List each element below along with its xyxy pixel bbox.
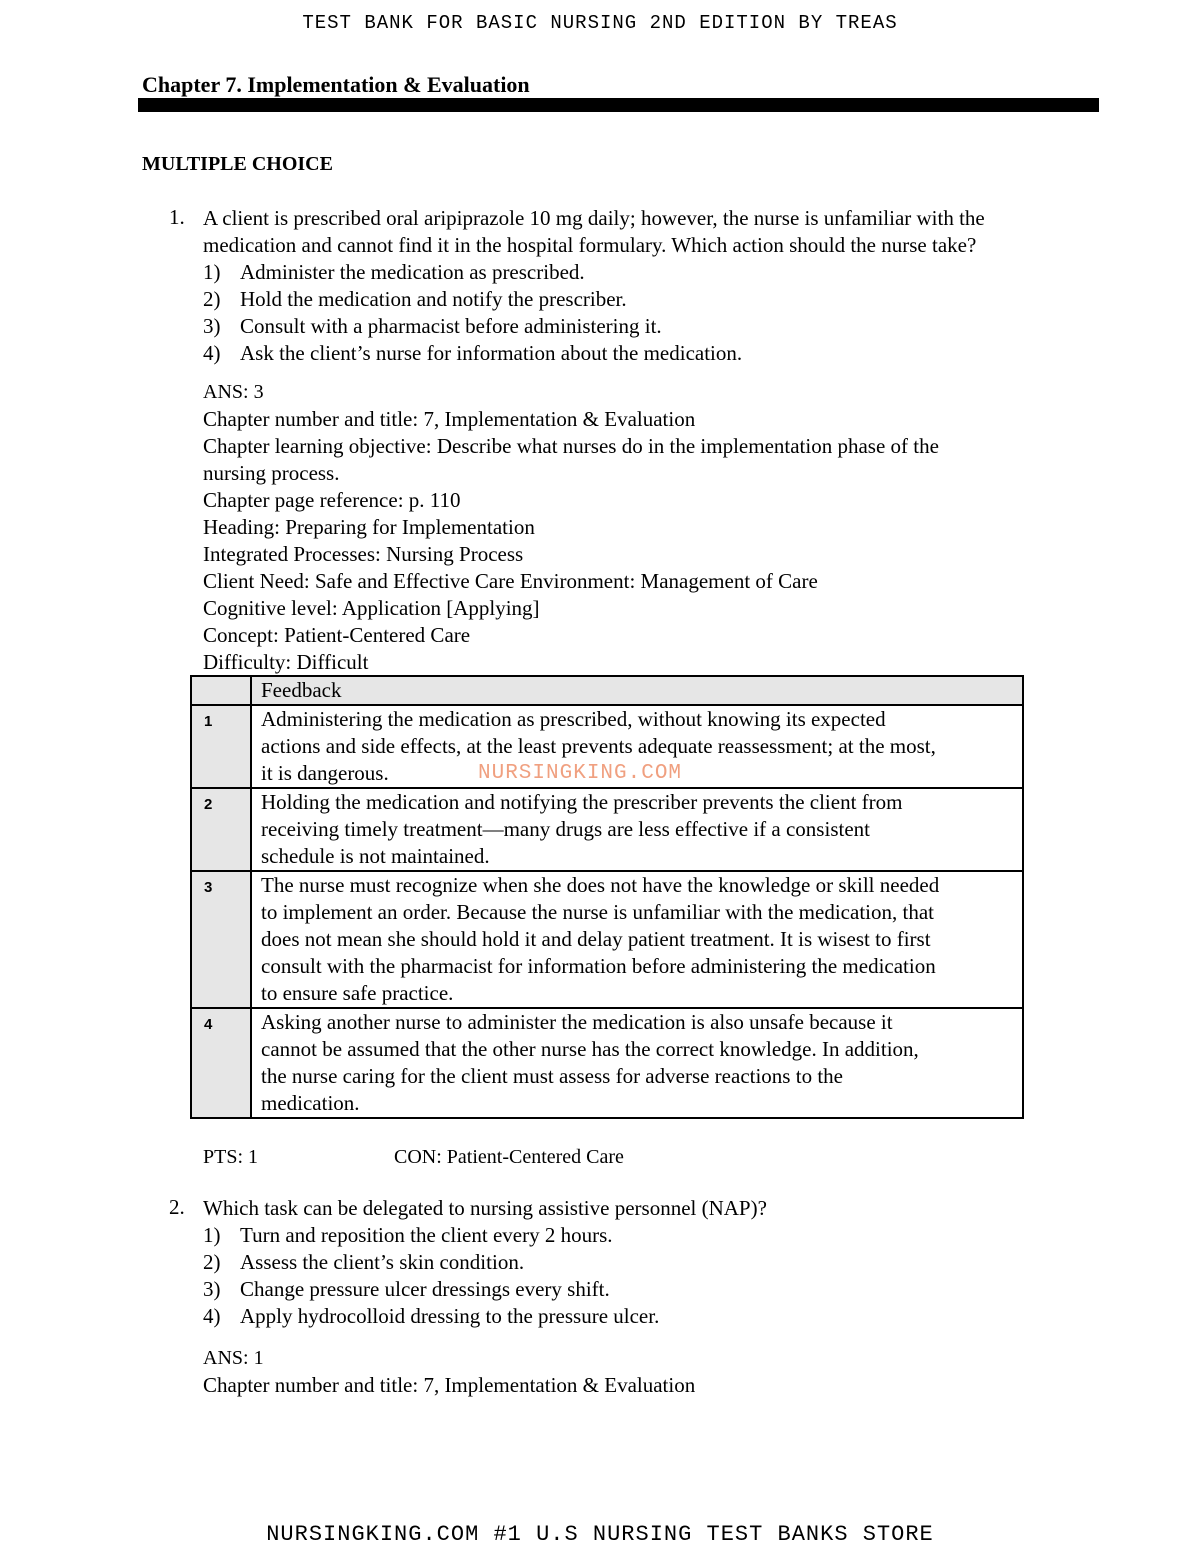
feedback-header: Feedback <box>251 676 1023 705</box>
feedback-header-num-cell <box>191 676 251 705</box>
feedback-line: The nurse must recognize when she does not have the knowledge or skill needed <box>261 873 940 897</box>
question-2-option-4[interactable] <box>203 1303 1103 1330</box>
title-rule <box>138 98 1099 112</box>
meta-line: Chapter number and title: 7, Implementation & Evaluation <box>203 1373 696 1397</box>
question-1-answer-meta <box>203 379 1103 676</box>
feedback-table <box>190 675 1024 1119</box>
question-1-stem-line: A client is prescribed oral aripiprazole 10 mg daily; however, the nurse is unfamiliar with the <box>203 206 985 230</box>
question-2-answer-meta <box>203 1345 1103 1399</box>
feedback-row <box>191 788 1023 871</box>
points: PTS: 1 <box>203 1146 259 1168</box>
feedback-row-text <box>251 1008 1023 1118</box>
feedback-line: schedule is not maintained. <box>261 844 490 868</box>
option-text: Consult with a pharmacist before administering it. <box>240 314 662 338</box>
question-2 <box>203 1195 1103 1330</box>
page-footer: NURSINGKING.COM #1 U.S NURSING TEST BANKS STORE <box>266 1522 934 1547</box>
feedback-line: receiving timely treatment—many drugs are less effective if a consistent <box>261 817 870 841</box>
feedback-line: to ensure safe practice. <box>261 981 454 1005</box>
answer: ANS: 3 <box>203 381 264 403</box>
question-1-option-4[interactable] <box>203 340 1103 367</box>
meta-line: nursing process. <box>203 461 340 485</box>
question-1-stem-line: medication and cannot find it in the hospital formulary. Which action should the nurse take? <box>203 233 977 257</box>
option-number: 2) <box>203 1250 221 1274</box>
page-header: TEST BANK FOR BASIC NURSING 2ND EDITION BY TREAS <box>302 12 898 34</box>
question-1 <box>203 205 1103 367</box>
feedback-row-number: 1 <box>191 705 251 788</box>
feedback-row-text <box>251 871 1023 1008</box>
option-number: 3) <box>203 1277 221 1301</box>
question-2-number: 2. <box>169 1195 185 1219</box>
meta-line: Heading: Preparing for Implementation <box>203 515 535 539</box>
feedback-line: actions and side effects, at the least prevents adequate reassessment; at the most, <box>261 734 936 758</box>
feedback-row <box>191 1008 1023 1118</box>
option-text: Administer the medication as prescribed. <box>240 260 585 284</box>
feedback-line: Asking another nurse to administer the medication is also unsafe because it <box>261 1010 893 1034</box>
option-number: 1) <box>203 260 221 284</box>
question-2-option-1[interactable] <box>203 1222 1103 1249</box>
meta-line: Concept: Patient-Centered Care <box>203 623 471 647</box>
feedback-row-text <box>251 788 1023 871</box>
feedback-line: Administering the medication as prescribed, without knowing its expected <box>261 707 886 731</box>
question-1-option-2[interactable] <box>203 286 1103 313</box>
feedback-line: to implement an order. Because the nurse is unfamiliar with the medication, that <box>261 900 934 924</box>
option-text: Change pressure ulcer dressings every shift. <box>240 1277 610 1301</box>
feedback-row-number: 3 <box>191 871 251 1008</box>
option-text: Ask the client’s nurse for information about the medication. <box>240 341 743 365</box>
watermark: NURSINGKING.COM <box>478 762 683 785</box>
option-number: 1) <box>203 1223 221 1247</box>
option-number: 4) <box>203 1304 221 1328</box>
option-number: 2) <box>203 287 221 311</box>
feedback-line: does not mean she should hold it and delay patient treatment. It is wisest to first <box>261 927 931 951</box>
option-number: 4) <box>203 341 221 365</box>
feedback-row-number: 2 <box>191 788 251 871</box>
feedback-line: it is dangerous. <box>261 761 389 785</box>
meta-line: Chapter page reference: p. 110 <box>203 488 461 512</box>
feedback-row-number: 4 <box>191 1008 251 1118</box>
question-2-option-3[interactable] <box>203 1276 1103 1303</box>
question-1-number: 1. <box>169 205 185 229</box>
chapter-title: Chapter 7. Implementation & Evaluation <box>142 72 530 97</box>
question-1-option-3[interactable] <box>203 313 1103 340</box>
feedback-row <box>191 871 1023 1008</box>
option-text: Assess the client’s skin condition. <box>240 1250 525 1274</box>
option-text: Apply hydrocolloid dressing to the pressure ulcer. <box>240 1304 660 1328</box>
feedback-line: the nurse caring for the client must assess for adverse reactions to the <box>261 1064 843 1088</box>
feedback-line: Holding the medication and notifying the prescriber prevents the client from <box>261 790 903 814</box>
answer: ANS: 1 <box>203 1347 264 1369</box>
feedback-header-row <box>191 676 1023 705</box>
meta-line: Chapter learning objective: Describe what nurses do in the implementation phase of the <box>203 434 939 458</box>
meta-line: Cognitive level: Application [Applying] <box>203 596 540 620</box>
section-title: MULTIPLE CHOICE <box>142 153 333 175</box>
meta-line: Integrated Processes: Nursing Process <box>203 542 524 566</box>
meta-line: Client Need: Safe and Effective Care Environment: Management of Care <box>203 569 818 593</box>
feedback-line: cannot be assumed that the other nurse has the correct knowledge. In addition, <box>261 1037 919 1061</box>
meta-line: Difficulty: Difficult <box>203 650 369 674</box>
feedback-line: consult with the pharmacist for information before administering the medication <box>261 954 936 978</box>
question-1-option-1[interactable] <box>203 259 1103 286</box>
option-number: 3) <box>203 314 221 338</box>
option-text: Hold the medication and notify the prescriber. <box>240 287 627 311</box>
concept: CON: Patient-Centered Care <box>394 1146 624 1168</box>
option-text: Turn and reposition the client every 2 hours. <box>240 1223 613 1247</box>
question-2-stem-line: Which task can be delegated to nursing assistive personnel (NAP)? <box>203 1196 767 1220</box>
question-2-option-2[interactable] <box>203 1249 1103 1276</box>
feedback-line: medication. <box>261 1091 360 1115</box>
points-row <box>203 1146 624 1169</box>
meta-line: Chapter number and title: 7, Implementation & Evaluation <box>203 407 696 431</box>
